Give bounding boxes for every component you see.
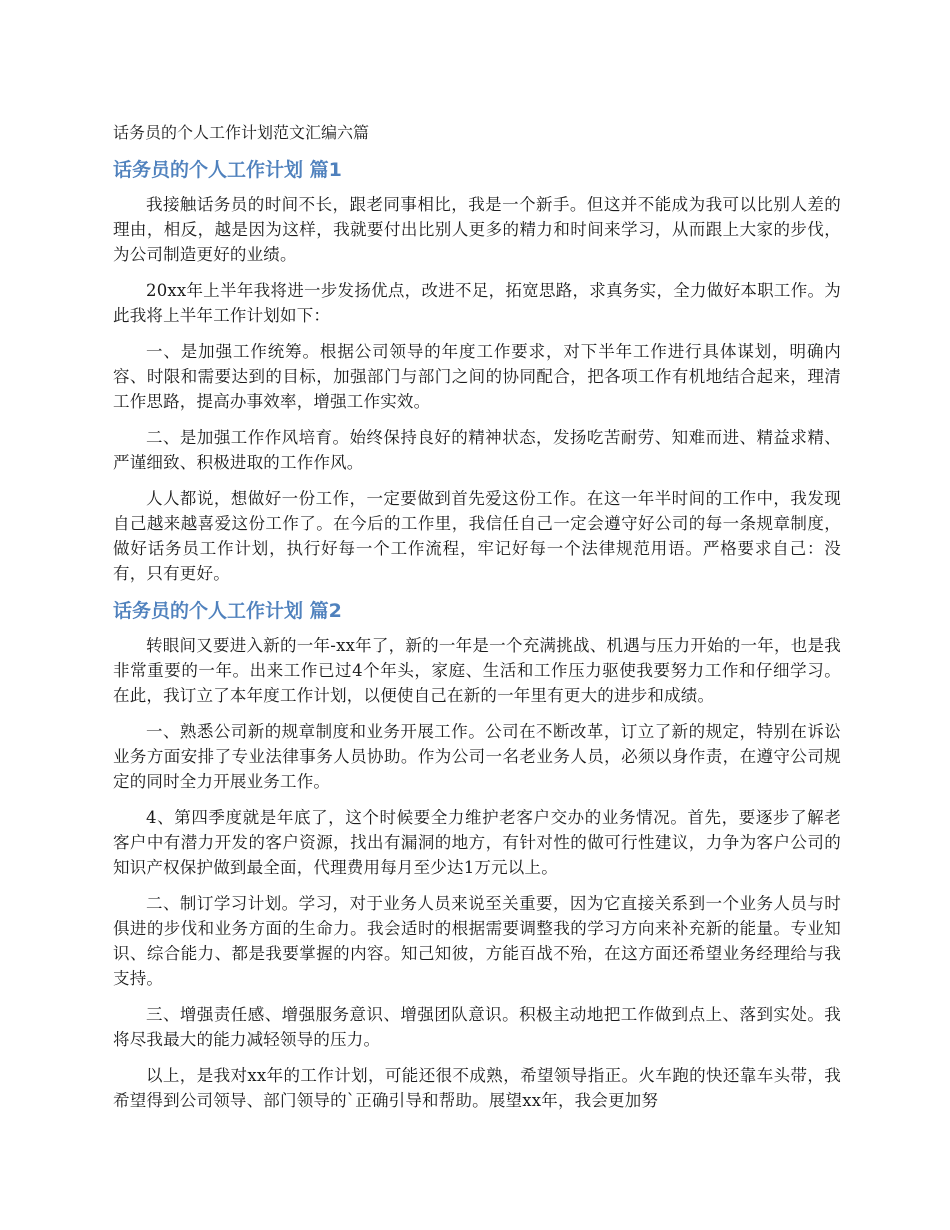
section-heading-1: 话务员的个人工作计划 篇1 (113, 159, 342, 181)
paragraph: 以上，是我对xx年的工作计划，可能还很不成熟，希望领导指正。火车跑的快还靠车头带，我希望得到公司领导、部门领导的`正确引导和帮助。展望xx年，我会更加努 (113, 1066, 841, 1110)
paragraph: 我接触话务员的时间不长，跟老同事相比，我是一个新手。但这并不能成为我可以比别人差的理由，相反，越是因为这样，我就要付出比别人更多的精力和时间来学习，从而跟上大家的步伐，为公司制造更好的业绩。 (113, 195, 841, 264)
paragraph: 一、是加强工作统筹。根据公司领导的年度工作要求，对下半年工作进行具体谋划，明确内容、时限和需要达到的目标，加强部门与部门之间的协同配合，把各项工作有机地结合起来，理清工作思路，提高办事效率，增强工作实效。 (113, 342, 841, 411)
paragraph: 二、制订学习计划。学习，对于业务人员来说至关重要，因为它直接关系到一个业务人员与时俱进的步伐和业务方面的生命力。我会适时的根据需要调整我的学习方向来补充新的能量。专业知识、综合能力、都是我要掌握的内容。知己知彼，方能百战不殆，在这方面还希望业务经理给与我支持。 (113, 894, 841, 988)
document-title: 话务员的个人工作计划范文汇编六篇 (113, 123, 370, 142)
paragraph: 一、熟悉公司新的规章制度和业务开展工作。公司在不断改革，订立了新的规定，特别在诉讼业务方面安排了专业法律事务人员协助。作为公司一名老业务人员，必须以身作责，在遵守公司规定的同时全力开展业务工作。 (113, 722, 841, 791)
section-2 (113, 597, 841, 1113)
paragraph: 三、增强责任感、增强服务意识、增强团队意识。积极主动地把工作做到点上、落到实处。我将尽我最大的能力减轻领导的压力。 (113, 1005, 841, 1049)
paragraph: 转眼间又要进入新的一年-xx年了，新的一年是一个充满挑战、机遇与压力开始的一年，也是我非常重要的一年。出来工作已过4个年头，家庭、生活和工作压力驱使我要努力工作和仔细学习。在此，我订立了本年度工作计划，以便使自己在新的一年里有更大的进步和成绩。 (113, 636, 841, 705)
paragraph: 二、是加强工作作风培育。始终保持良好的精神状态，发扬吃苦耐劳、知难而进、精益求精、严谨细致、积极进取的工作作风。 (113, 428, 841, 472)
document-page (113, 120, 841, 1124)
paragraph: 4、第四季度就是年底了，这个时候要全力维护老客户交办的业务情况。首先，要逐步了解老客户中有潜力开发的客户资源，找出有漏洞的地方，有针对性的做可行性建议，力争为客户公司的知识产权保护做到最全面，代理费用每月至少达1万元以上。 (113, 808, 841, 877)
section-heading-2: 话务员的个人工作计划 篇2 (113, 600, 342, 622)
paragraph: 人人都说，想做好一份工作，一定要做到首先爱这份工作。在这一年半时间的工作中，我发现自己越来越喜爱这份工作了。在今后的工作里，我信任自己一定会遵守好公司的每一条规章制度，做好话务员工作计划，执行好每一个工作流程，牢记好每一个法律规范用语。严格要求自己：没有，只有更好。 (113, 489, 841, 583)
section-1 (113, 156, 841, 586)
paragraph: 20xx年上半年我将进一步发扬优点，改进不足，拓宽思路，求真务实，全力做好本职工作。为此我将上半年工作计划如下： (113, 281, 841, 325)
